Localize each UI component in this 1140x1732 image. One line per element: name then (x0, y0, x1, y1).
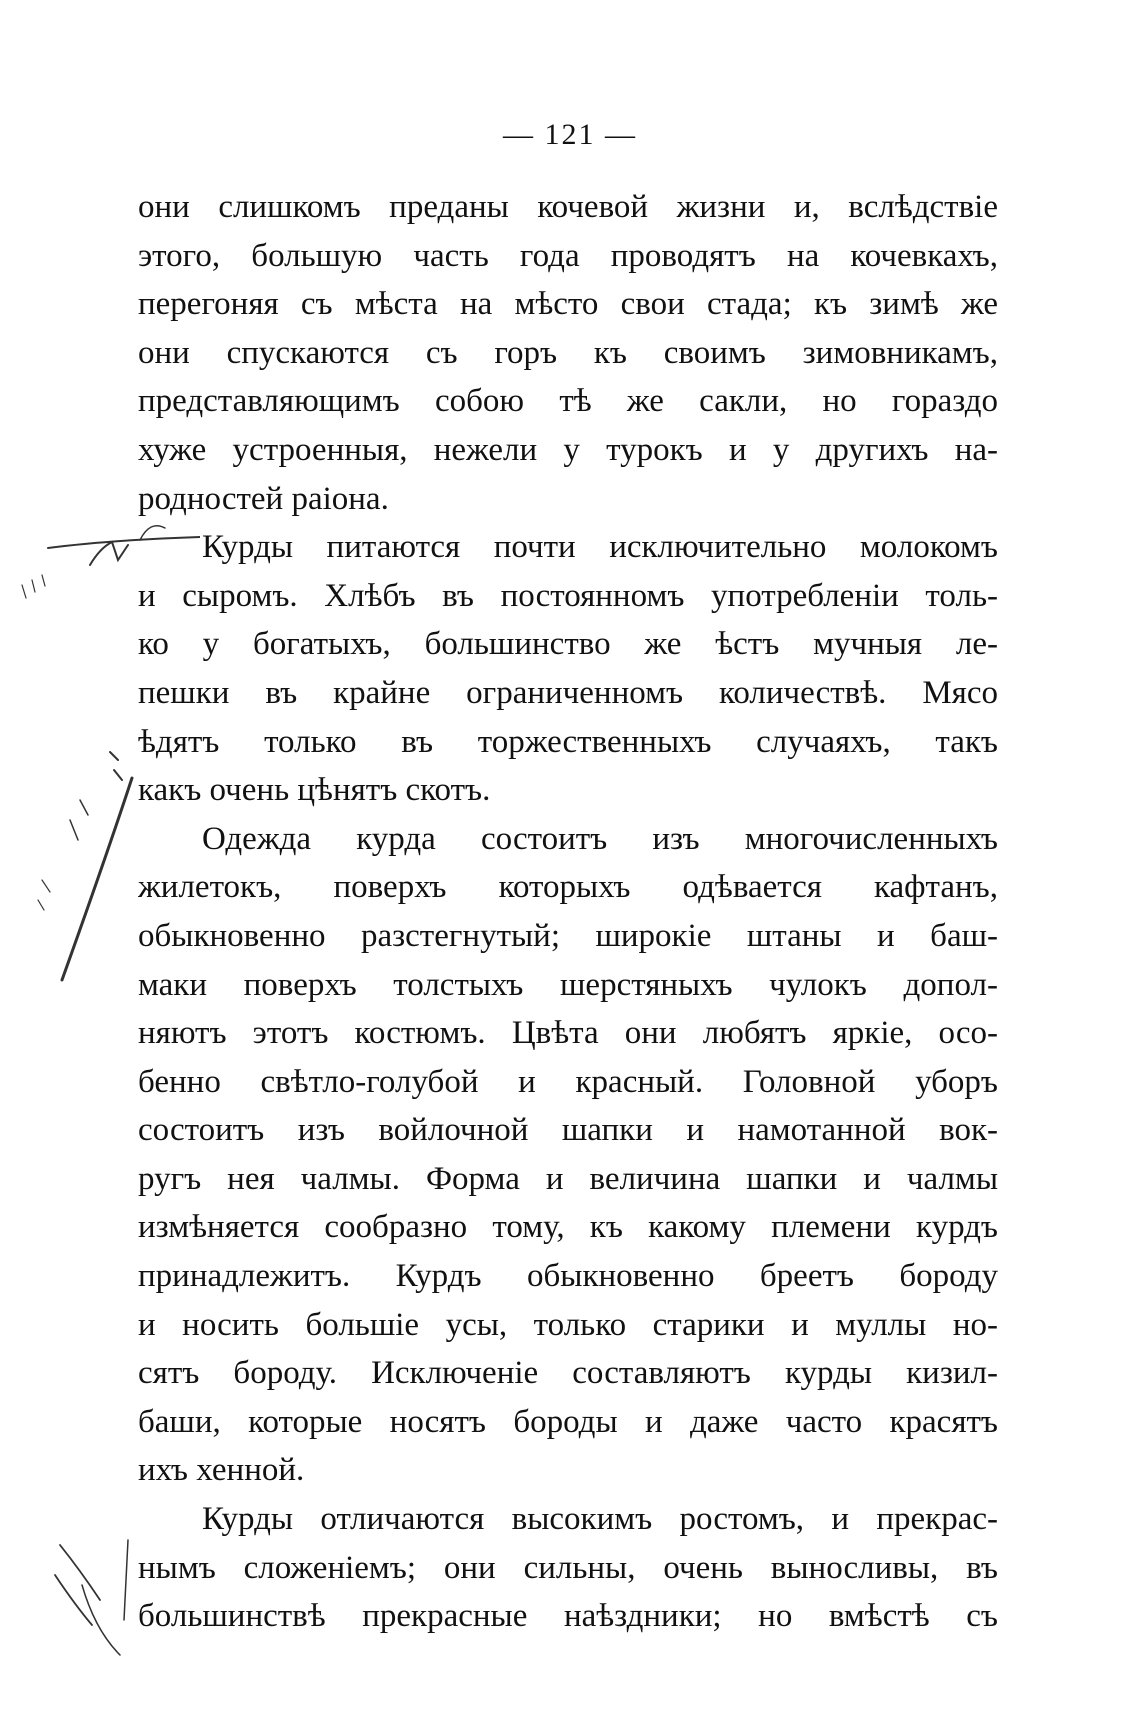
text-line: перегоняя съ мѣста на мѣсто свои стада; къ зимѣ же (138, 286, 998, 323)
text-line: Курды питаются почти исключительно молокомъ (202, 529, 998, 566)
page-number: — 121 — (503, 118, 637, 151)
text-line: няютъ этотъ костюмъ. Цвѣта они любятъ яркіе, осо- (138, 1015, 998, 1052)
text-line: и сыромъ. Хлѣбъ въ постоянномъ употребленіи толь- (138, 577, 998, 614)
margin-pencil-stroke (55, 1545, 100, 1625)
text-line: родностей раіона. (138, 480, 389, 517)
text-line: ихъ хенной. (138, 1452, 305, 1489)
margin-pencil-stroke (90, 542, 128, 565)
margin-pencil-stroke (62, 778, 132, 980)
text-line: состоитъ изъ войлочной шапки и намотанной вок- (138, 1112, 998, 1149)
body-text (138, 183, 998, 1641)
text-line: бенно свѣтло-голубой и красный. Головной уборъ (138, 1063, 998, 1100)
text-line: нымъ сложеніемъ; они сильны, очень выносливы, въ (138, 1549, 998, 1586)
margin-pencil-stroke (70, 800, 88, 840)
margin-pencil-stroke (22, 575, 45, 598)
text-line: ко у богатыхъ, большинство же ѣстъ мучныя ле- (138, 626, 998, 663)
text-line: представляющимъ собою тѣ же сакли, но гораздо (138, 383, 998, 420)
text-line: ѣдятъ только въ торжественныхъ случаяхъ, такъ (138, 723, 998, 760)
text-line: сятъ бороду. Исключеніе составляютъ курды кизил- (138, 1355, 998, 1392)
text-line: большинствѣ прекрасные наѣздники; но вмѣстѣ съ (138, 1598, 998, 1635)
text-line: Курды отличаются высокимъ ростомъ, и прекрас- (202, 1501, 998, 1538)
text-line: принадлежитъ. Курдъ обыкновенно бреетъ бороду (138, 1258, 998, 1295)
text-line: жилетокъ, поверхъ которыхъ одѣвается кафтанъ, (138, 869, 998, 906)
text-line: они слишкомъ преданы кочевой жизни и, вслѣдствіе (138, 189, 998, 225)
margin-pencil-stroke (110, 752, 122, 780)
text-line: хуже устроенныя, нежели у турокъ и у другихъ на- (138, 431, 998, 468)
text-line: этого, большую часть года проводятъ на кочевкахъ, (138, 237, 998, 274)
margin-pencil-stroke (38, 880, 50, 910)
margin-pencil-stroke (82, 1585, 120, 1655)
text-line: ругъ нея чалмы. Форма и величина шапки и чалмы (138, 1160, 998, 1197)
text-line: и носить большіе усы, только старики и муллы но- (138, 1306, 998, 1343)
text-line: обыкновенно разстегнутый; широкіе штаны и баш- (138, 917, 998, 954)
margin-pencil-stroke (124, 1540, 128, 1620)
text-line: измѣняется сообразно тому, къ какому племени курдъ (138, 1209, 998, 1246)
text-line: пешки въ крайне ограниченномъ количествѣ. Мясо (138, 674, 998, 711)
text-line: они спускаются съ горъ къ своимъ зимовникамъ, (138, 334, 998, 371)
text-line: Одежда курда состоитъ изъ многочисленныхъ (202, 820, 998, 857)
text-line: маки поверхъ толстыхъ шерстяныхъ чулокъ допол- (138, 966, 998, 1003)
text-line: баши, которые носятъ бороды и даже часто красятъ (138, 1403, 998, 1440)
text-line: какъ очень цѣнятъ скотъ. (138, 772, 491, 809)
